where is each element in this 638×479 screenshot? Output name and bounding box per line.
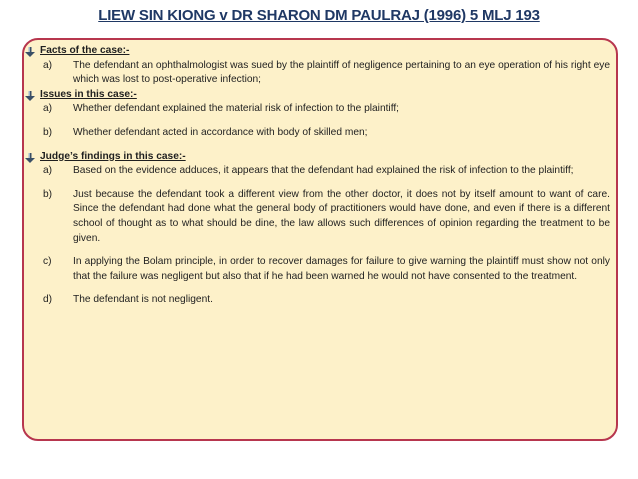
item-label: a) [43,165,53,177]
item-label: a) [43,103,53,115]
section-heading-findings [24,150,618,165]
section-facts [24,44,618,88]
list-item [24,164,618,179]
down-arrow-bullet-icon [25,91,35,101]
item-label: a) [43,59,53,71]
item-label: b) [43,188,53,200]
item-label: b) [43,126,53,138]
item-text: Based on the evidence adduces, it appears that the defendant had explained the risk of infection to the plaintiff; [73,165,574,177]
item-text: In applying the Bolam principle, in order to recover damages for failure to give warning the plaintiff must show not only that the failure was negligent but also that if he had been warned he would not have consented to the treatment. [73,256,610,282]
spacer [24,117,618,126]
item-text: Whether defendant explained the material risk of infection to the plaintiff; [73,103,400,115]
section-heading-facts [24,44,618,59]
list-item [24,59,618,88]
down-arrow-bullet-icon [25,47,35,57]
spacer [24,179,618,188]
spacer [24,246,618,255]
list-item [24,126,618,141]
spacer [24,284,618,293]
list-item [24,255,618,284]
item-label: c) [43,256,52,268]
section-heading-text: Facts of the case:- [40,45,130,56]
section-heading-text: Issues in this case:- [40,88,137,100]
section-heading-issues [24,88,618,103]
down-arrow-bullet-icon [25,153,35,163]
item-label: d) [43,294,53,306]
slide-content [24,44,618,308]
item-text: Just because the defendant took a different view from the other doctor, it does not by itself amount to want of care. Since the defendant had done what the general body of practitioners would have done, and even if there is a different school of thought as to what should be dine, the law allows such differences of opinion regarding the treatment to be given. [73,188,610,244]
list-item [24,293,618,308]
slide-title: LIEW SIN KIONG v DR SHARON DM PAULRAJ (1996) 5 MLJ 193 [98,7,540,24]
list-item [24,102,618,117]
spacer [24,141,618,150]
section-issues [24,88,618,141]
section-heading-text: Judge’s findings in this case:- [40,150,186,162]
item-text: The defendant an ophthalmologist was sued by the plaintiff of negligence pertaining to an eye operation of his right eye which was lost to post-operative infection; [73,59,610,86]
list-item [24,188,618,246]
section-findings [24,150,618,308]
item-text: The defendant is not negligent. [73,294,213,306]
item-text: Whether defendant acted in accordance with body of skilled men; [73,126,368,138]
